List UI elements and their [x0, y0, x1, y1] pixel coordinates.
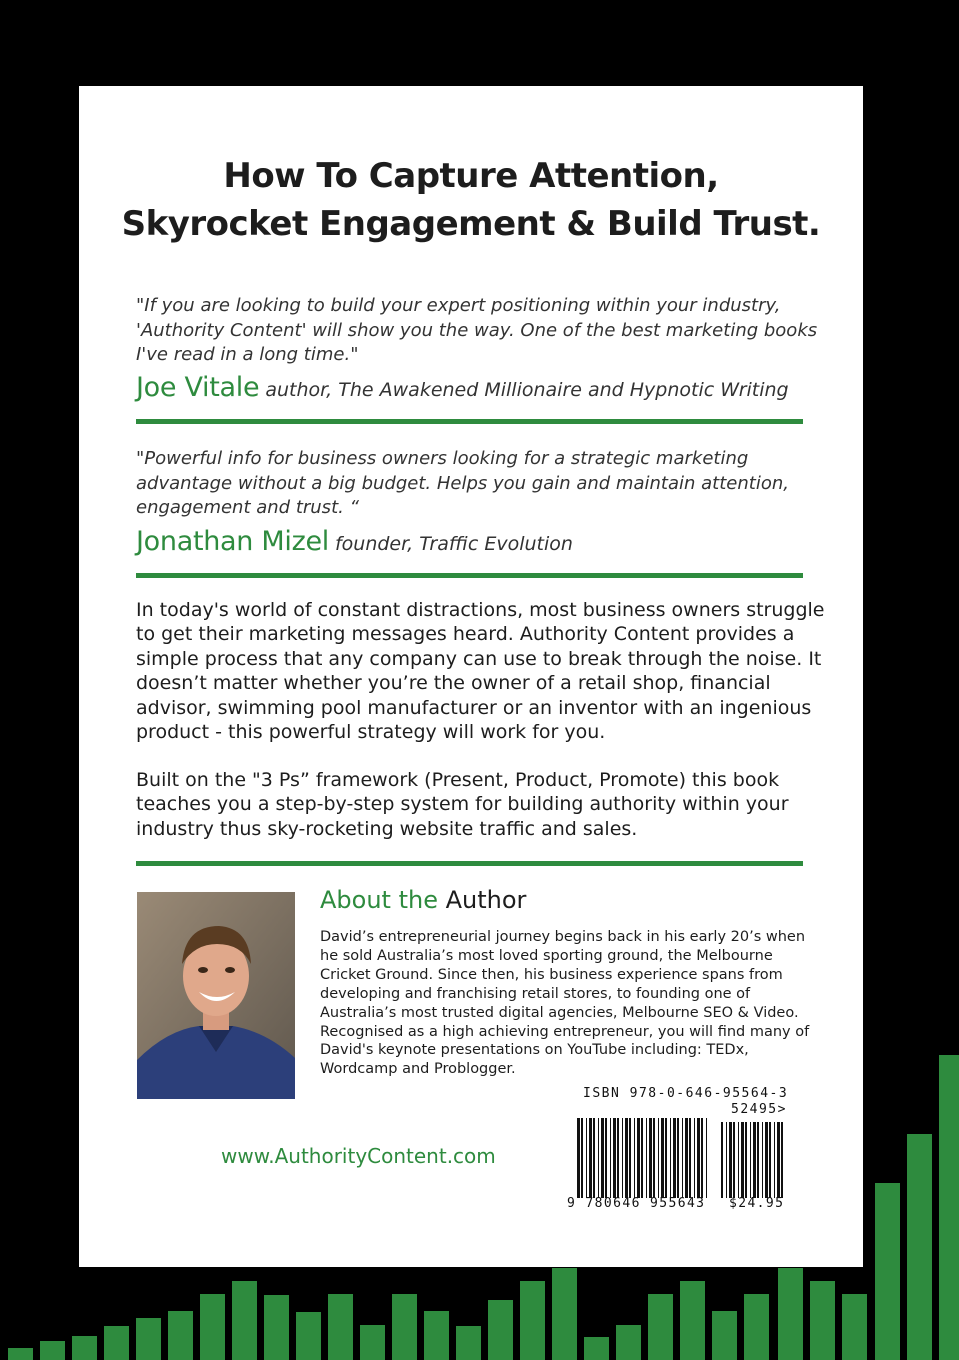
quote-line: I've read in a long time." [136, 344, 359, 365]
body-line: product - this powerful strategy will work for you. [136, 721, 606, 744]
website-url: www.AuthorityContent.com [221, 1144, 496, 1168]
description-paragraph-1 [136, 598, 825, 744]
bar [744, 1294, 769, 1360]
testimonial-author-role: author, The Awakened Millionaire and Hypnotic Writing [265, 379, 789, 401]
bar [939, 1055, 959, 1360]
testimonial-attribution-2 [136, 526, 573, 557]
headline [79, 152, 863, 248]
bar [136, 1318, 161, 1360]
bar [40, 1341, 65, 1360]
bar [200, 1294, 225, 1360]
bar [72, 1336, 97, 1360]
bar [616, 1325, 641, 1360]
about-title-dark: Author [445, 886, 527, 914]
author-bio [320, 928, 820, 1079]
bar [264, 1295, 289, 1360]
bar [584, 1337, 609, 1360]
quote-line: 'Authority Content' will show you the way. One of the best marketing books [136, 319, 818, 341]
barcode-addon-bars [721, 1122, 787, 1198]
bar [104, 1326, 129, 1360]
green-divider [136, 419, 803, 424]
bar [488, 1300, 513, 1360]
body-line: simple process that any company can use to break through the noise. It [136, 647, 822, 670]
quote-line: "Powerful info for business owners looking for a strategic marketing [136, 448, 749, 469]
testimonial-quote-2 [136, 447, 806, 521]
bar [232, 1281, 257, 1360]
bio-line: Australia’s most trusted digital agencies, Melbourne SEO & Video. [320, 1004, 799, 1021]
barcode-bars [577, 1118, 711, 1198]
bar [296, 1312, 321, 1360]
bar [680, 1281, 705, 1360]
body-line: doesn’t matter whether you’re the owner of a retail shop, financial [136, 672, 771, 695]
bio-line: David's keynote presentations on YouTube including: TEDx, [320, 1042, 749, 1059]
isbn-barcode [563, 1086, 791, 1214]
testimonial-quote-1 [136, 294, 818, 368]
about-author-title [320, 886, 526, 914]
bar [648, 1294, 673, 1360]
bar [842, 1294, 867, 1360]
testimonial-author-name: Joe Vitale [136, 372, 260, 403]
bar [424, 1311, 449, 1360]
bar [875, 1183, 900, 1360]
bar [778, 1268, 803, 1360]
bar [810, 1281, 835, 1360]
bio-line: Recognised as a high achieving entrepreneur, you will find many of [320, 1023, 810, 1040]
bar [456, 1326, 481, 1360]
bar [168, 1311, 193, 1360]
description-paragraph-2 [136, 768, 816, 841]
bio-line: Cricket Ground. Since then, his business experience spans from [320, 966, 783, 983]
barcode-addon: 52495> [731, 1102, 787, 1117]
bar [8, 1348, 33, 1360]
body-line: teaches you a step-by-step system for building authority within your [136, 793, 789, 816]
author-photo [137, 892, 295, 1099]
back-cover [79, 86, 863, 1267]
green-divider [136, 861, 803, 866]
body-line: to get their marketing messages heard. Authority Content provides a [136, 623, 795, 646]
bar [520, 1281, 545, 1360]
bar [552, 1268, 577, 1360]
green-divider [136, 573, 803, 578]
quote-line: advantage without a big budget. Helps you gain and maintain attention, [136, 472, 789, 494]
body-line: industry thus sky-rocketing website traffic and sales. [136, 817, 638, 840]
about-title-green: About the [320, 886, 438, 914]
body-line: In today's world of constant distractions, most business owners struggle [136, 599, 825, 621]
bio-line: developing and franchising retail stores, to founding one of [320, 985, 751, 1002]
testimonial-author-name: Jonathan Mizel [136, 526, 329, 557]
barcode-number: 9 780646 955643 [567, 1196, 706, 1211]
bar [907, 1134, 932, 1360]
bar [360, 1325, 385, 1360]
bio-line: David’s entrepreneurial journey begins back in his early 20’s when [320, 929, 806, 945]
quote-line: engagement and trust. “ [136, 497, 359, 518]
bio-line: he sold Australia’s most loved sporting ground, the Melbourne [320, 947, 773, 964]
testimonial-attribution-1 [136, 372, 789, 403]
barcode-price: $24.95 [729, 1196, 785, 1211]
headline-line-1: How To Capture Attention, [223, 156, 719, 196]
headline-line-2: Skyrocket Engagement & Build Trust. [121, 204, 821, 244]
bio-line: Wordcamp and Problogger. [320, 1061, 516, 1078]
body-line: advisor, swimming pool manufacturer or an inventor with an ingenious [136, 696, 812, 719]
quote-line: "If you are looking to build your expert positioning within your industry, [136, 295, 781, 316]
bar [328, 1294, 353, 1360]
isbn-label: ISBN 978-0-646-95564-3 [583, 1086, 789, 1101]
body-line: Built on the "3 Ps” framework (Present, Product, Promote) this book [136, 769, 780, 791]
testimonial-author-role: founder, Traffic Evolution [334, 533, 573, 555]
bar [392, 1294, 417, 1360]
bar [712, 1311, 737, 1360]
